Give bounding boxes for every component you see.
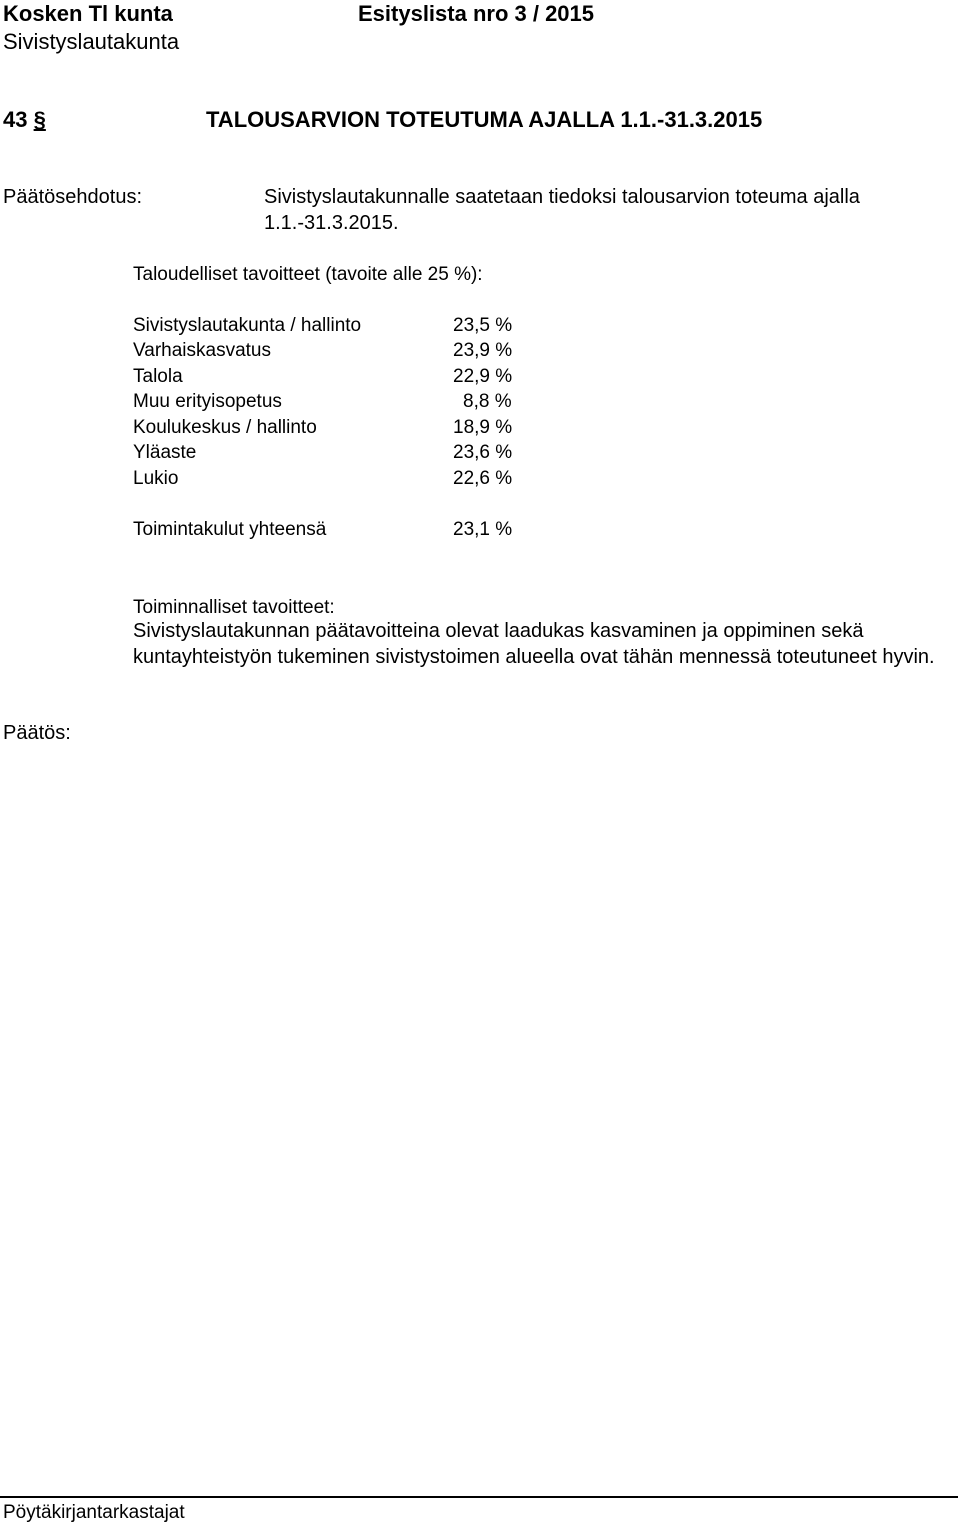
financial-row-value: 22,6 % [453,468,513,489]
agenda-number: Esityslista nro 3 / 2015 [358,1,595,26]
financial-row-label: Talola [133,366,183,387]
financial-row-label: Koulukeskus / hallinto [133,417,317,438]
financial-row-value: 23,9 % [453,340,513,361]
financial-row-value: 8,8 % [463,391,512,412]
proposal-text-line2: 1.1.-31.3.2015. [264,212,399,234]
municipality-name: Kosken Tl kunta [3,1,173,26]
proposal-label: Päätösehdotus: [3,186,142,208]
financial-row-label: Muu erityisopetus [133,391,282,412]
financial-row-label: Sivistyslautakunta / hallinto [133,315,362,336]
operational-text: Sivistyslautakunnan päätavoitteina olevat laadukas kasvaminen ja oppiminen sekä kuntayhteistyön tukeminen sivistystoimen alueella ovat tähän mennessä toteutuneet hyvin. [133,620,935,668]
footer-divider [0,1496,958,1498]
financial-row-value: 23,5 % [453,315,513,336]
decision-label: Päätös: [3,722,71,744]
section-title: TALOUSARVION TOTEUTUMA AJALLA 1.1.-31.3.2015 [206,107,763,132]
proposal-text-line1: Sivistyslautakunnalle saatetaan tiedoksi talousarvion toteuma ajalla [264,186,860,208]
financial-row-label: Yläaste [133,442,197,463]
financial-total-value: 23,1 % [453,519,513,540]
committee-name: Sivistyslautakunta [3,29,180,54]
financial-row-value: 22,9 % [453,366,513,387]
section-number-value: 43 [3,107,28,132]
financial-row-value: 18,9 % [453,417,513,438]
financial-row-value: 23,6 % [453,442,513,463]
financial-row-label: Lukio [133,468,179,489]
financial-total-label: Toimintakulut yhteensä [133,519,327,540]
financial-heading: Taloudelliset tavoitteet (tavoite alle 25 %): [133,264,483,285]
financial-row-label: Varhaiskasvatus [133,340,271,361]
section-mark: § [33,107,46,132]
section-number [3,107,46,133]
footer-signatories-label: Pöytäkirjantarkastajat [3,1502,185,1523]
operational-heading: Toiminnalliset tavoitteet: [133,597,335,618]
